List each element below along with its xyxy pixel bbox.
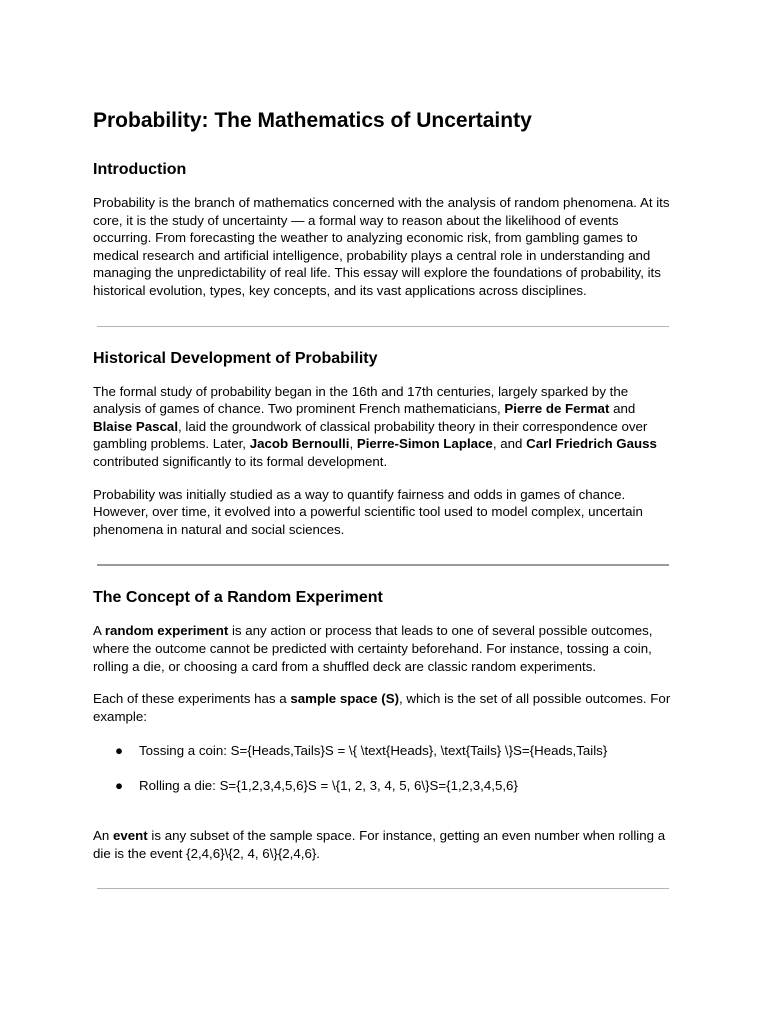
bullet-icon: ● [115,743,124,759]
list-item [93,777,678,795]
section-divider [97,564,669,566]
list-item [93,742,678,760]
term-sample-space: sample space (S) [290,691,400,707]
random-experiment-text: An [93,828,113,844]
random-experiment-paragraph-2 [93,690,678,725]
section-heading-history: Historical Development of Probability [93,349,378,367]
history-text: , [349,436,357,452]
list-item-text: Tossing a coin: S={Heads,Tails}S = \{ \text{Heads}, \text{Tails} \}S={Heads,Tails} [139,743,608,759]
history-text: , and [492,436,527,452]
name-pierre-simon-laplace: Pierre-Simon Laplace [356,436,493,452]
random-experiment-paragraph-3 [93,827,678,862]
bullet-icon: ● [115,777,124,793]
history-text: and [609,401,636,417]
name-pierre-de-fermat: Pierre de Fermat [504,401,610,417]
introduction-paragraph: Probability is the branch of mathematics concerned with the analysis of random phenomena. At its core, it is the study of uncertainty — a formal way to reason about the likelihood of events occurring. From forecasting the weather to analyzing economic risk, from gambling games to medical research and artificial intelligence, probability plays a central role in understanding and managing the unpredictability of real life. This essay will explore the foundations of probability, its historical evolution, types, key concepts, and its vast applications across disciplines. [93,195,670,298]
list-item-text: Rolling a die: S={1,2,3,4,5,6}S = \{1, 2, 3, 4, 5, 6\}S={1,2,3,4,5,6} [139,777,518,793]
name-carl-friedrich-gauss: Carl Friedrich Gauss [526,436,657,452]
history-text: The formal study of probability began in the 16th and 17th centuries, largely sparked by the analysis of games of chance. Two prominent French mathematicians, [93,383,629,417]
random-experiment-text: , which is the set of all possible outcomes. For example: [93,691,671,724]
random-experiment-paragraph-1 [93,622,678,675]
document-title: Probability: The Mathematics of Uncertainty [93,109,532,132]
section-heading-random-experiment: The Concept of a Random Experiment [93,589,383,607]
document-page [93,107,678,897]
term-event: event [112,828,148,844]
name-jacob-bernoulli: Jacob Bernoulli [249,436,350,452]
history-text: , laid the groundwork of classical probability theory in their correspondence over gambling problems. Later, [93,418,648,452]
section-divider [97,326,669,327]
term-random-experiment: random experiment [104,623,229,639]
history-text: contributed significantly to its formal development. [93,453,388,469]
random-experiment-text: is any action or process that leads to one of several possible outcomes, where the outcome cannot be predicted with certainty beforehand. For instance, tossing a coin, rolling a die, or choosing a card from a shuffled deck are classic random experiments. [93,623,653,674]
history-paragraph-1 [93,383,678,471]
random-experiment-text: A [93,623,105,639]
history-paragraph-2: Probability was initially studied as a way to quantify fairness and odds in games of chance. However, over time, it evolved into a powerful scientific tool used to model complex, uncertain phenomena in natural and social sciences. [93,486,643,537]
section-heading-introduction: Introduction [93,161,187,178]
section-divider [97,888,669,889]
sample-space-examples-list [93,742,678,794]
random-experiment-text: Each of these experiments has a [93,691,291,707]
name-blaise-pascal: Blaise Pascal [93,418,179,434]
random-experiment-text: is any subset of the sample space. For instance, getting an even number when rolling a die is the event {2,4,6}\{2, 4, 6\}{2,4,6}. [93,828,666,862]
